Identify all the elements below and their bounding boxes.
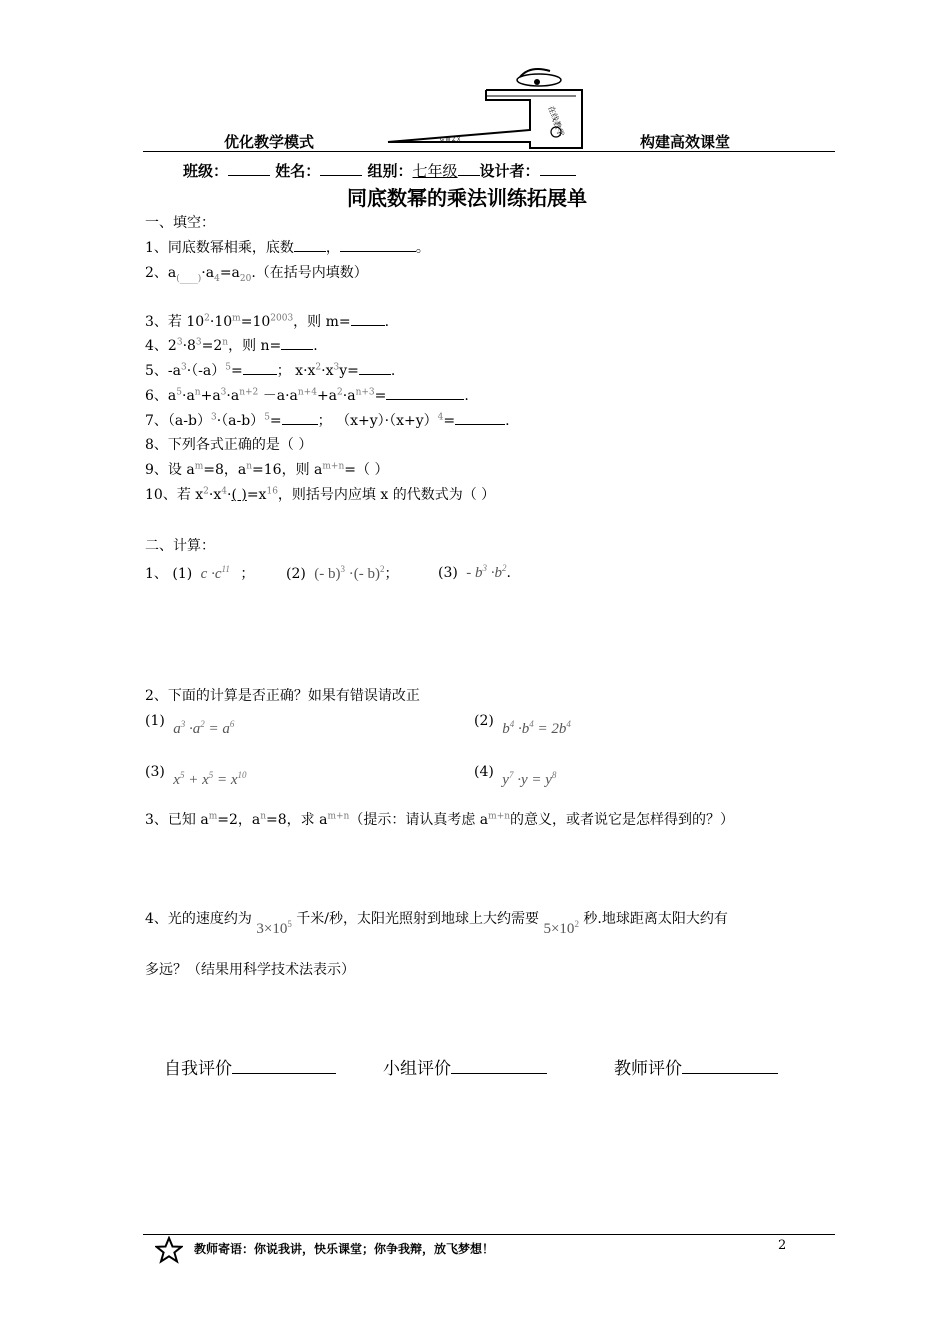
q8: 8、下列各式正确的是（ ） — [145, 437, 313, 453]
q7: 7、$(a-b)^3\cdot(a-b)^5=$ ； $(x+y)\cdot(x+y)^4=$ . — [145, 410, 510, 430]
group-blank — [458, 161, 480, 176]
logo-side-text: 在线教学 — [546, 104, 566, 138]
q5-blank-2[interactable] — [359, 360, 391, 375]
q1-blank-1[interactable] — [294, 237, 326, 252]
eval-teacher: 教师评价 — [614, 1054, 778, 1079]
q6: 6、$a^5\cdot a^n+a^3\cdot a^{n+2} -a\cdot a^{n+4}+a^2\cdot a^{n+3}=$ . — [145, 385, 469, 405]
header-left: 优化教学模式 — [224, 133, 315, 151]
group-label: 组别： — [367, 162, 413, 180]
calc-2-heading: 2、下面的计算是否正确？如果有错误请改正 — [145, 688, 420, 704]
q5: 5、$-a^3\cdot(-a)^5=$ ； $x\cdot x^2\cdot x^3y=$ . — [145, 360, 395, 380]
school-logo — [380, 62, 600, 154]
q1: 1、同底数幂相乘，底数 ， 。 — [145, 237, 430, 257]
q9: 9、设 $a^m=8$，$a^n=16$，则 $a^{m+n}=$（ ） — [145, 461, 389, 478]
q2: 2、$a_{(\_\_\_\_)}\cdot a_4=a_{20}$.（在括号内填数） — [145, 265, 368, 284]
calc-2-2: (2) $b^4 \cdot b^4 = 2b^4$ — [474, 713, 571, 737]
q7-blank-2[interactable] — [455, 410, 505, 425]
q10-paren[interactable]: ( ) — [231, 487, 247, 503]
section1-heading: 一、填空： — [145, 215, 215, 231]
info-line — [183, 160, 576, 181]
calc-2-1: (1) $a^3 \cdot a^2 = a^6$ — [145, 713, 235, 737]
header-rule — [143, 151, 835, 152]
section2-heading: 二、计算： — [145, 538, 215, 554]
star-icon — [155, 1236, 183, 1264]
header-right: 构建高效课堂 — [640, 133, 731, 151]
q4-blank[interactable] — [281, 335, 313, 350]
q5-blank-1[interactable] — [243, 360, 277, 375]
calc-4-line2: 多远？（结果用科学技术法表示） — [145, 962, 355, 978]
class-label: 班级： — [183, 162, 229, 180]
eval-group: 小组评价 — [383, 1054, 547, 1079]
class-blank[interactable] — [228, 161, 270, 176]
q3-blank[interactable] — [351, 311, 385, 326]
calc-2-3: (3) $x^5 + x^5 = x^{10}$ — [145, 764, 247, 788]
footer-motto: 教师寄语：你说我讲，快乐课堂；你争我辩，放飞梦想！ — [194, 1242, 495, 1256]
eval-self-blank[interactable] — [232, 1057, 336, 1074]
q1-blank-2[interactable] — [340, 237, 416, 252]
calc-3: 3、已知 $a^m=2$，$a^n=8$，求 $a^{m+n}$（提示：请认真考虑 $a^{m+n}$的意义，或者说它是怎样得到的？） — [145, 811, 735, 828]
calc-1-2: (2) (- b)$^3$ ·(- b)$^2$； — [286, 564, 399, 582]
q6-blank[interactable] — [386, 385, 464, 400]
calc-1: 1、 (1) $c \cdot c^{11}$ ； — [145, 564, 255, 582]
designer-label: 设计者： — [479, 162, 540, 180]
q4: 4、$2^3\cdot 8^3=2^n$，则 n= . — [145, 335, 318, 355]
footer-rule — [143, 1234, 835, 1235]
calc-1-3: $(3) - b^3 \cdot b^2$. — [438, 563, 511, 581]
calc-1-1-expr: $c \cdot c^{11}$ — [200, 564, 230, 582]
eval-self: 自我评价 — [164, 1054, 336, 1079]
name-blank[interactable] — [320, 161, 362, 176]
eval-group-blank[interactable] — [451, 1057, 547, 1074]
calc-4-line1: 4、光的速度约为 $3\times 10^5$ 千米/秒，太阳光照射到地球上大约需要 $5\times 10^2$ 秒.地球距离太阳大约有 — [145, 911, 728, 937]
q10: 10、若 $x^2\cdot x^4\cdot$( )$=x^{16}$，则括号内应填 x 的代数式为（ ） — [145, 486, 496, 503]
page-number: 2 — [778, 1238, 787, 1253]
calc-2-4: (4) $y^7 \cdot y = y^8$ — [474, 764, 557, 788]
name-label: 姓名： — [275, 162, 321, 180]
eval-teacher-blank[interactable] — [682, 1057, 778, 1074]
page-title: 同底数幂的乘法训练拓展单 — [347, 186, 587, 210]
logo-letters: G W Z X — [440, 137, 461, 143]
designer-blank[interactable] — [540, 161, 576, 176]
q3: 3、若 $10^2\cdot 10^m=10^{2003}$，则 m= . — [145, 311, 389, 331]
group-value: 七年级 — [412, 162, 458, 180]
q7-blank-1[interactable] — [282, 410, 318, 425]
